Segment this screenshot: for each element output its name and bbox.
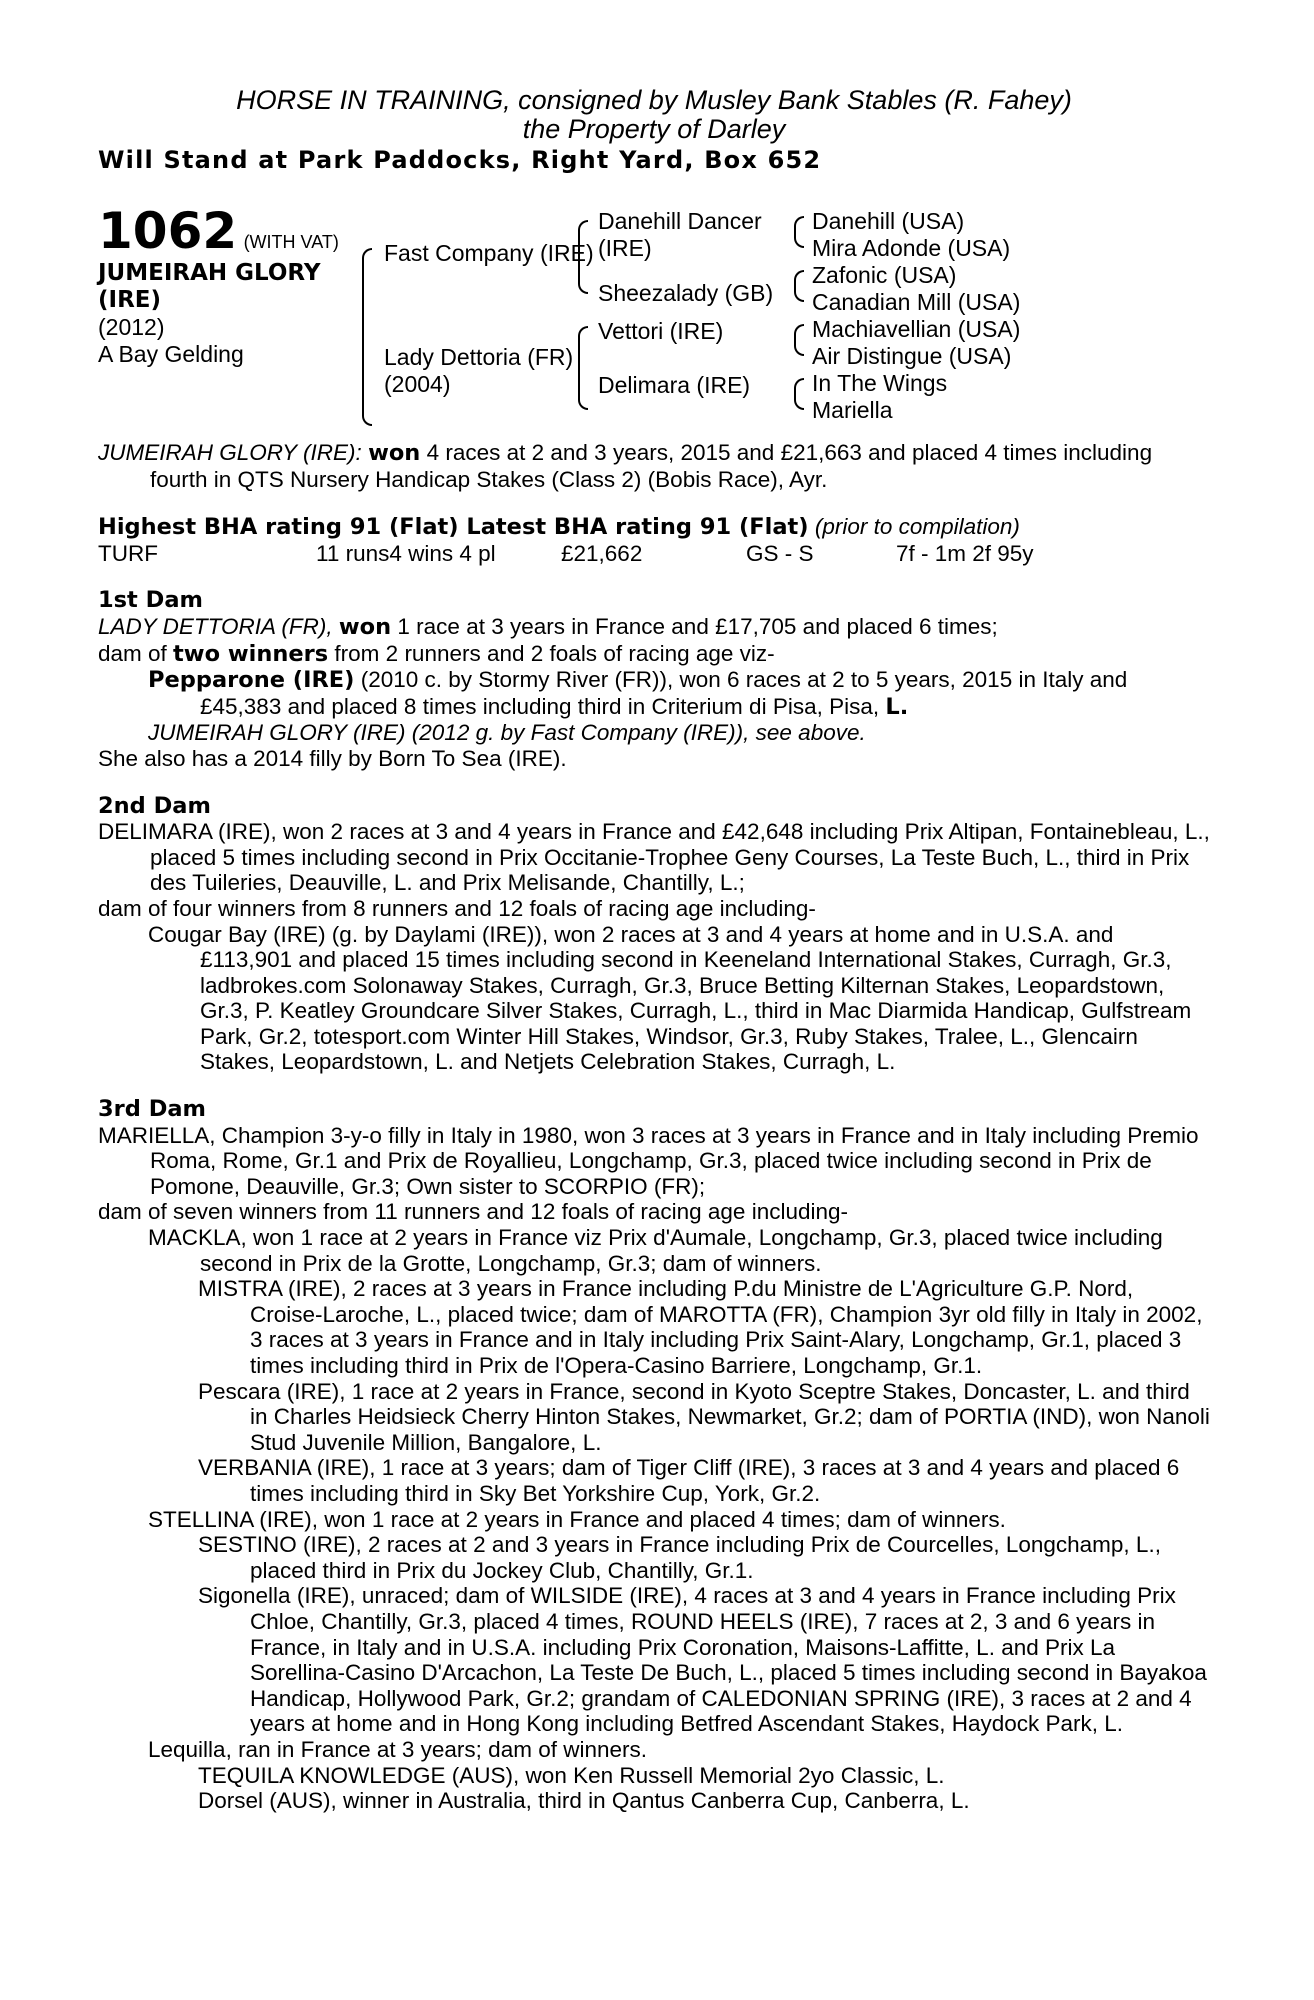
race-summary — [98, 440, 1210, 492]
dam-sire: Vettori (IRE) — [598, 318, 724, 344]
brace-sire — [578, 220, 588, 294]
second-dam-title: 2nd Dam — [98, 792, 211, 819]
produce-verbania: VERBANIA (IRE), 1 race at 3 years; dam of Tiger Cliff (IRE), 3 races at 3 and 4 years and placed 6 times including third in Sky Bet Yorkshire Cup, York, Gr.2. — [198, 1455, 1180, 1506]
gg-4: Canadian Mill (USA) — [812, 289, 1021, 315]
brace-g1 — [794, 216, 804, 248]
brace-g2 — [794, 270, 804, 302]
dam-dam: Delimara (IRE) — [598, 372, 751, 398]
first-dam-title: 1st Dam — [98, 587, 203, 614]
sire-sire-suffix: (IRE) — [598, 235, 652, 261]
brace-g3 — [794, 324, 804, 356]
horse-suffix: (IRE) — [98, 287, 162, 313]
produce-stellina: STELLINA (IRE), won 1 race at 2 years in France and placed 4 times; dam of winners. — [148, 1506, 1006, 1532]
catalogue-page — [98, 86, 1210, 1814]
brace-g4 — [794, 378, 804, 410]
produce-jumeirah: JUMEIRAH GLORY (IRE) (2012 g. by Fast Company (IRE)), see above. — [148, 720, 866, 746]
produce-sigonella: Sigonella (IRE), unraced; dam of WILSIDE (IRE), 4 races at 3 and 4 years in France including Prix Chloe, Chantilly, Gr.3, placed 4 times, ROUND HEELS (IRE), 7 races at 2, 3 and 6 years in France, in Italy and in U.S.A. including Prix Coronation, Maisons-Laffitte, L. and Prix La Sorellina-Casino D'Arcachon, La Teste De Buch, L., placed 5 times including second in Bayakoa Handicap, Hollywood Park, Gr.2; grandam of CALEDONIAN SPRING (IRE), 3 races at 2 and 4 years at home and in Hong Kong including Betfred Ascendant Stakes, Haydock Park, L. — [198, 1583, 1207, 1737]
foaling-year: (2012) — [98, 314, 165, 340]
produce-dorsel: Dorsel (AUS), winner in Australia, third in Qantus Canberra Cup, Canberra, L. — [198, 1788, 970, 1814]
gg-7: In The Wings — [812, 370, 948, 396]
produce-lequilla: Lequilla, ran in France at 3 years; dam of winners. — [148, 1736, 647, 1762]
third-dam-title: 3rd Dam — [98, 1096, 206, 1123]
sire-dam: Sheezalady (GB) — [598, 280, 774, 306]
rating-line: Highest BHA rating 91 (Flat) Latest BHA rating 91 (Flat) (prior to compilation) — [98, 514, 1020, 541]
produce-mackla: MACKLA, won 1 race at 2 years in France viz Prix d'Aumale, Longchamp, Gr.3, placed twice including second in Prix de la Grotte, Longchamp, Gr.3; dam of winners. — [148, 1225, 1163, 1276]
first-dam-produce: dam of two winners from 2 runners and 2 foals of racing age viz- — [98, 640, 775, 667]
consignor-line: HORSE IN TRAINING, consigned by Musley Bank Stables (R. Fahey) — [236, 85, 1072, 115]
second-dam-produce: dam of four winners from 8 runners and 12 foals of racing age including- — [98, 895, 816, 921]
first-dam-foal-note: She also has a 2014 filly by Born To Sea (IRE). — [98, 745, 567, 771]
pedigree-table — [98, 202, 1210, 440]
location-line: Will Stand at Park Paddocks, Right Yard, Box 652 — [98, 146, 822, 174]
horse-name: JUMEIRAH GLORY — [98, 260, 321, 286]
produce-pepparone: Pepparone (IRE) (2010 c. by Stormy River (FR)), won 6 races at 2 to 5 years, 2015 in Italy and £45,383 and placed 8 times including third in Criterium di Pisa, Pisa, L. — [148, 667, 1128, 720]
sire: Fast Company (IRE) — [384, 240, 594, 266]
lot-number: 1062 — [98, 202, 238, 260]
vat-note: (WITH VAT) — [243, 232, 339, 252]
summary-text: JUMEIRAH GLORY (IRE): won 4 races at 2 and 3 years, 2015 and £21,663 and placed 4 times including fourth in QTS Nursery Handicap Stakes (Class 2) (Bobis Race), Ayr. — [98, 440, 1153, 492]
second-dam-record: DELIMARA (IRE), won 2 races at 3 and 4 years in France and £42,648 including Prix Altipan, Fontainebleau, L., placed 5 times including second in Prix Occitanie-Trophee Geny Courses, La Teste Buch, L., third in Prix des Tuileries, Deauville, L. and Prix Melisande, Chantilly, L.; — [98, 819, 1210, 896]
first-dam-record: LADY DETTORIA (FR), won 1 race at 3 years in France and £17,705 and placed 6 times; — [98, 613, 998, 640]
produce-pescara: Pescara (IRE), 1 race at 2 years in France, second in Kyoto Sceptre Stakes, Doncaster, L. and third in Charles Heidsieck Cherry Hinton Stakes, Newmarket, Gr.2; dam of PORTIA (IND), won Nanoli Stud Juvenile Million, Bangalore, L. — [198, 1378, 1210, 1455]
lot-number-block — [98, 202, 339, 260]
gg-5: Machiavellian (USA) — [812, 316, 1021, 342]
gg-8: Mariella — [812, 397, 893, 423]
brace-main — [362, 248, 372, 426]
produce-cougar-bay: Cougar Bay (IRE) (g. by Daylami (IRE)), won 2 races at 3 and 4 years at home and in U.S.A. and £113,901 and placed 15 times including second in Keeneland International Stakes, Curragh, Gr.3, ladbrokes.com Solonaway Stakes, Curragh, Gr.3, Bruce Betting Kilternan Stakes, Leopardstown, Gr.3, P. Keatley Groundcare Silver Stakes, Curragh, L., third in Mac Diarmida Handicap, Gulfstream Park, Gr.2, totesport.com Winter Hill Stakes, Windsor, Gr.3, Ruby Stakes, Tralee, L., Glencairn Stakes, Leopardstown, L. and Netjets Celebration Stakes, Curragh, L. — [148, 921, 1192, 1075]
produce-mistra: MISTRA (IRE), 2 races at 3 years in France including P.du Ministre de L'Agriculture G.P. Nord, Croise-Laroche, L., placed twice; dam of MAROTTA (FR), Champion 3yr old filly in Italy in 2002, 3 races at 3 years in France and in Italy including Prix Saint-Alary, Longchamp, Gr.1, placed 3 times including third in Prix de l'Opera-Casino Barriere, Longchamp, Gr.1. — [198, 1276, 1203, 1378]
first-dam-section — [98, 588, 1210, 771]
gg-3: Zafonic (USA) — [812, 262, 957, 288]
horse-description: A Bay Gelding — [98, 341, 244, 367]
rating-section — [98, 514, 1210, 566]
produce-tequila-knowledge: TEQUILA KNOWLEDGE (AUS), won Ken Russell Memorial 2yo Classic, L. — [198, 1762, 945, 1788]
produce-sestino: SESTINO (IRE), 2 races at 2 and 3 years in France including Prix de Courcelles, Longchamp, L., placed third in Prix du Jockey Club, Chantilly, Gr.1. — [198, 1532, 1161, 1583]
third-dam-record: MARIELLA, Champion 3-y-o filly in Italy in 1980, won 3 races at 3 years in France and in Italy including Premio Roma, Rome, Gr.1 and Prix de Royallieu, Longchamp, Gr.3, placed twice including second in Prix de Pomone, Deauville, Gr.3; Own sister to SCORPIO (FR); — [98, 1122, 1199, 1199]
sire-sire: Danehill Dancer — [598, 208, 762, 234]
dam-year: (2004) — [384, 371, 451, 397]
property-line: the Property of Darley — [522, 114, 786, 144]
gg-1: Danehill (USA) — [812, 208, 965, 234]
second-dam-section — [98, 794, 1210, 1076]
brace-dam — [578, 326, 588, 410]
gg-6: Air Distingue (USA) — [812, 343, 1012, 369]
third-dam-produce: dam of seven winners from 11 runners and 12 foals of racing age including- — [98, 1199, 849, 1225]
third-dam-section — [98, 1097, 1210, 1814]
turf-record: TURF 11 runs4 wins 4 pl £21,662 GS - S 7f - 1m 2f 95y — [98, 540, 1034, 566]
dam: Lady Dettoria (FR) — [384, 344, 574, 370]
gg-2: Mira Adonde (USA) — [812, 235, 1011, 261]
